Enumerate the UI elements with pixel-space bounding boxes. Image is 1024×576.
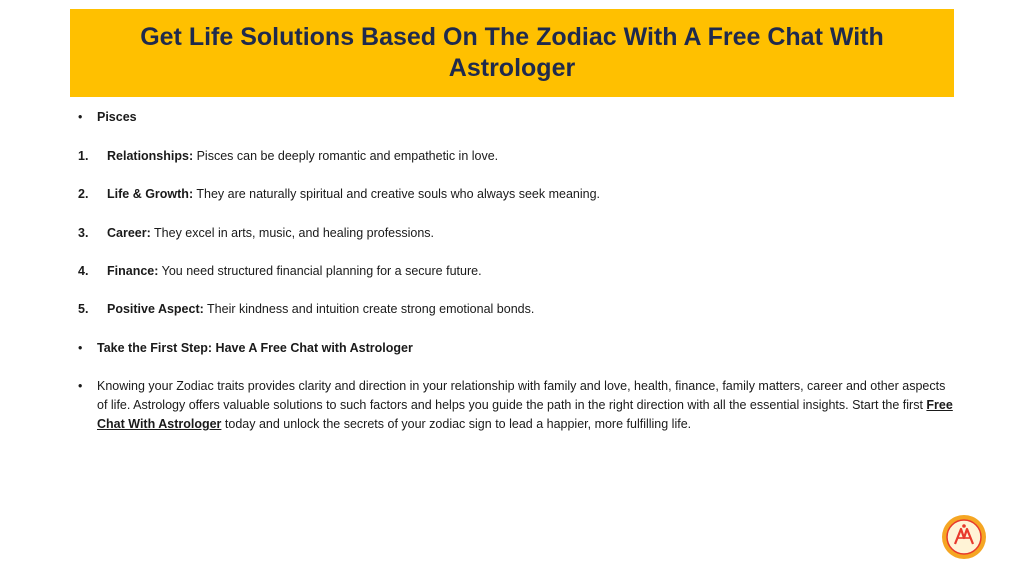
trait-item-positive-aspect bbox=[75, 300, 955, 319]
bullet: • bbox=[78, 341, 83, 355]
trait-label: Finance: bbox=[107, 264, 159, 278]
trait-label: Relationships: bbox=[107, 149, 194, 163]
trait-item-finance bbox=[75, 262, 955, 281]
trait-number: 3. bbox=[78, 226, 89, 240]
trait-text: Pisces can be deeply romantic and empathetic in love. bbox=[193, 149, 499, 163]
page-title: Get Life Solutions Based On The Zodiac With A Free Chat With Astrologer bbox=[140, 23, 884, 82]
header-banner bbox=[70, 9, 954, 97]
sign-name: Pisces bbox=[97, 110, 137, 124]
bullet: • bbox=[78, 110, 83, 124]
paragraph-text-after: today and unlock the secrets of your zodiac sign to lead a happier, more fulfilling life. bbox=[221, 417, 692, 431]
trait-number: 4. bbox=[78, 264, 89, 278]
list-item-cta bbox=[75, 339, 955, 358]
astrology-logo-icon bbox=[941, 514, 987, 560]
trait-text: They excel in arts, music, and healing professions. bbox=[150, 226, 435, 240]
info-paragraph bbox=[97, 377, 955, 434]
cta-heading: Take the First Step: Have A Free Chat with Astrologer bbox=[97, 341, 413, 355]
trait-label: Life & Growth: bbox=[107, 187, 194, 201]
trait-label: Positive Aspect: bbox=[107, 302, 204, 316]
trait-number: 5. bbox=[78, 302, 89, 316]
trait-number: 1. bbox=[78, 149, 89, 163]
trait-item-relationships bbox=[75, 147, 955, 166]
list-item-paragraph bbox=[75, 377, 955, 434]
paragraph-text-before: Knowing your Zodiac traits provides clarity and direction in your relationship with family and love, health, finance, family matters, career and other aspects of life. Astrology offers valuable solutions to such factors and helps you guide the path in the right direction with all the essential insights. Start the first bbox=[97, 379, 946, 412]
free-chat-link[interactable]: Free Chat With Astrologer bbox=[97, 398, 953, 431]
trait-item-life-growth bbox=[75, 185, 955, 204]
trait-label: Career: bbox=[107, 226, 151, 240]
list-item-sign bbox=[75, 108, 955, 127]
trait-text: They are naturally spiritual and creative souls who always seek meaning. bbox=[193, 187, 601, 201]
trait-item-career bbox=[75, 224, 955, 243]
bullet: • bbox=[78, 379, 83, 393]
trait-number: 2. bbox=[78, 187, 89, 201]
trait-text: Their kindness and intuition create strong emotional bonds. bbox=[203, 302, 535, 316]
trait-text: You need structured financial planning for a secure future. bbox=[158, 264, 482, 278]
